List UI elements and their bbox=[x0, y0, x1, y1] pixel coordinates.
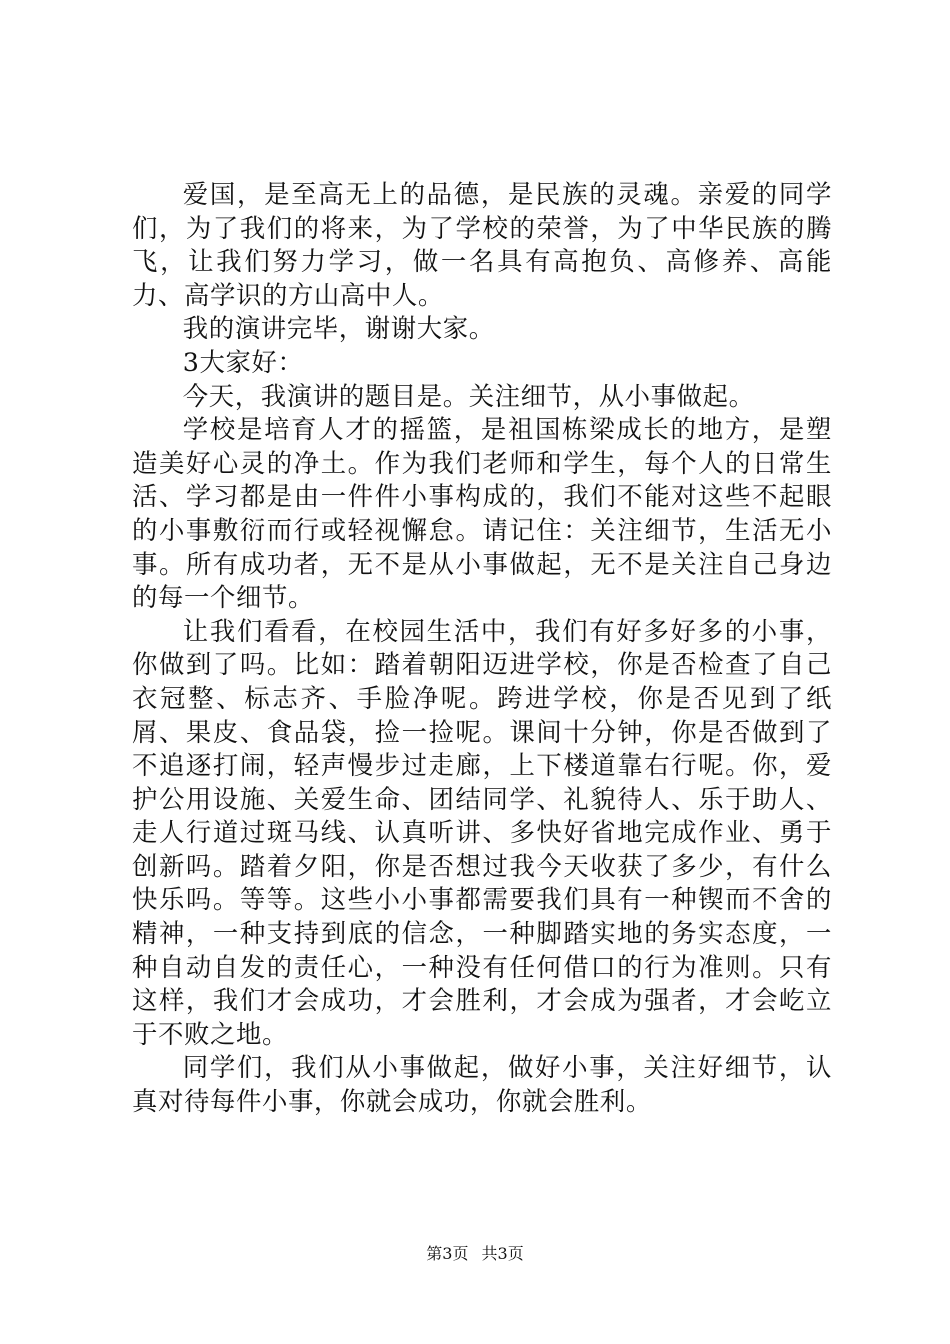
page-total: 共3页 bbox=[481, 1244, 524, 1263]
page-footer bbox=[0, 1244, 950, 1264]
paragraph-campus-life: 让我们看看，在校园生活中，我们有好多好多的小事，你做到了吗。比如：踏着朝阳迈进学校，你是否检查了自己衣冠整、标志齐、手脸净呢。跨进学校，你是否见到了纸屑、果皮、食品袋，捡一捡呢。课间十分钟，你是否做到了不追逐打闹，轻声慢步过走廊，上下楼道靠右行呢。你，爱护公用设施、关爱生命、团结同学、礼貌待人、乐于助人、走人行道过斑马线、认真听讲、多快好省地完成作业、勇于创新吗。踏着夕阳，你是否想过我今天收获了多少，有什么快乐吗。等等。这些小小事都需要我们具有一种锲而不舍的精神，一种支持到底的信念，一种脚踏实地的务实态度，一种自动自发的责任心，一种没有任何借口的行为准则。只有这样，我们才会成功，才会胜利，才会成为强者，才会屹立于不败之地。 bbox=[132, 615, 832, 1049]
paragraph-conclusion: 同学们，我们从小事做起，做好小事，关注好细节，认真对待每件小事，你就会成功，你就会胜利。 bbox=[132, 1052, 832, 1117]
paragraph-school: 学校是培育人才的摇篮，是祖国栋梁成长的地方，是塑造美好心灵的净土。作为我们老师和学生，每个人的日常生活、学习都是由一件件小事构成的，我们不能对这些不起眼的小事敷衍而行或轻视懈怠。请记住：关注细节，生活无小事。所有成功者，无不是从小事做起，无不是关注自己身边的每一个细节。 bbox=[132, 414, 832, 613]
paragraph-topic: 今天，我演讲的题目是。关注细节，从小事做起。 bbox=[182, 380, 755, 411]
page-number: 第3页 bbox=[426, 1244, 469, 1263]
paragraph-greeting: 3大家好： bbox=[182, 346, 304, 377]
body-text bbox=[132, 178, 832, 1119]
paragraph-patriotism: 爱国，是至高无上的品德，是民族的灵魂。亲爱的同学们，为了我们的将来，为了学校的荣誉，为了中华民族的腾飞，让我们努力学习，做一名具有高抱负、高修养、高能力、高学识的方山高中人。 bbox=[132, 179, 832, 310]
paragraph-closing: 我的演讲完毕，谢谢大家。 bbox=[182, 313, 495, 344]
